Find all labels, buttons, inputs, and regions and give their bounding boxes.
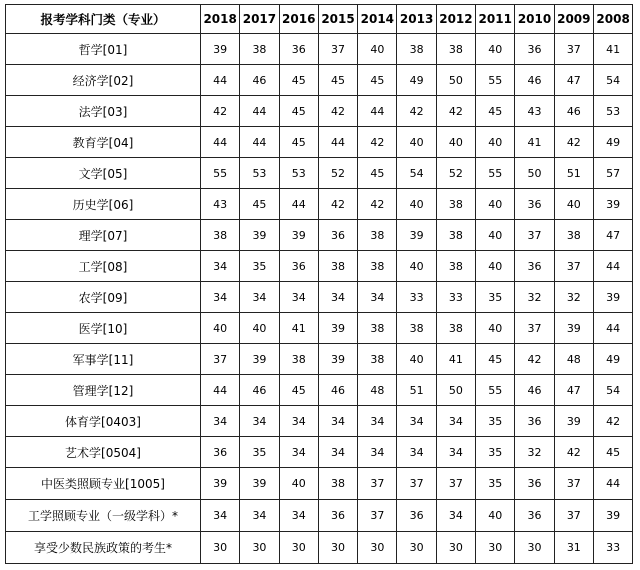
score-cell: 34	[318, 406, 357, 437]
score-cell: 40	[436, 127, 475, 158]
table-row	[6, 220, 633, 251]
score-cell: 57	[593, 158, 632, 189]
score-cell: 44	[279, 189, 318, 220]
year-column-header: 2016	[279, 5, 318, 34]
score-cell: 44	[201, 65, 240, 96]
score-cell: 36	[515, 189, 554, 220]
score-cell: 34	[358, 406, 397, 437]
score-cell: 48	[358, 375, 397, 406]
score-cell: 34	[358, 437, 397, 468]
table-row	[6, 406, 633, 437]
score-cell: 40	[397, 344, 436, 375]
score-cell: 38	[397, 313, 436, 344]
score-cell: 36	[515, 34, 554, 65]
subject-cell: 管理学[12]	[6, 375, 201, 406]
score-cell: 40	[397, 251, 436, 282]
score-cell: 30	[397, 532, 436, 564]
score-cell: 39	[279, 220, 318, 251]
score-cell: 34	[240, 500, 279, 532]
score-cell: 40	[476, 34, 515, 65]
score-cell: 55	[476, 65, 515, 96]
score-cell: 55	[476, 158, 515, 189]
score-cell: 38	[358, 220, 397, 251]
score-cell: 42	[554, 127, 593, 158]
score-cell: 49	[397, 65, 436, 96]
score-cell: 30	[358, 532, 397, 564]
score-cell: 45	[240, 189, 279, 220]
score-cell: 45	[476, 344, 515, 375]
score-cell: 40	[201, 313, 240, 344]
score-cell: 54	[593, 65, 632, 96]
score-cell: 36	[515, 500, 554, 532]
score-cell: 44	[201, 375, 240, 406]
score-cell: 30	[515, 532, 554, 564]
table-body	[6, 34, 633, 564]
score-cell: 38	[279, 344, 318, 375]
score-cell: 34	[397, 437, 436, 468]
score-cell: 41	[279, 313, 318, 344]
score-cell: 53	[593, 96, 632, 127]
score-cell: 38	[318, 468, 357, 500]
score-cell: 39	[201, 468, 240, 500]
score-cell: 44	[201, 127, 240, 158]
score-cell: 51	[554, 158, 593, 189]
score-cell: 38	[436, 313, 475, 344]
subject-cell: 理学[07]	[6, 220, 201, 251]
score-cell: 39	[201, 34, 240, 65]
score-cell: 34	[436, 437, 475, 468]
score-cell: 34	[279, 282, 318, 313]
subject-cell: 艺术学[0504]	[6, 437, 201, 468]
score-cell: 40	[397, 189, 436, 220]
score-cell: 52	[318, 158, 357, 189]
score-cell: 39	[318, 313, 357, 344]
score-cell: 34	[240, 282, 279, 313]
score-cell: 37	[318, 34, 357, 65]
score-cell: 39	[240, 344, 279, 375]
score-cell: 45	[279, 65, 318, 96]
score-cell: 44	[593, 313, 632, 344]
table-row	[6, 437, 633, 468]
score-cell: 46	[515, 65, 554, 96]
score-cell: 46	[515, 375, 554, 406]
table-row	[6, 158, 633, 189]
score-cell: 37	[358, 468, 397, 500]
subject-cell: 农学[09]	[6, 282, 201, 313]
year-column-header: 2012	[436, 5, 475, 34]
score-cell: 35	[476, 437, 515, 468]
score-cell: 37	[515, 313, 554, 344]
score-cell: 40	[397, 127, 436, 158]
score-cell: 44	[318, 127, 357, 158]
score-cell: 40	[358, 34, 397, 65]
year-column-header: 2014	[358, 5, 397, 34]
score-cell: 39	[318, 344, 357, 375]
score-cell: 46	[240, 375, 279, 406]
score-cell: 38	[554, 220, 593, 251]
table-row	[6, 282, 633, 313]
table-row	[6, 532, 633, 564]
score-cell: 34	[240, 406, 279, 437]
score-cell: 38	[240, 34, 279, 65]
score-cell: 37	[554, 34, 593, 65]
score-cell: 45	[318, 65, 357, 96]
score-cell: 46	[318, 375, 357, 406]
score-cell: 30	[201, 532, 240, 564]
score-cell: 39	[554, 313, 593, 344]
score-cell: 31	[554, 532, 593, 564]
score-cell: 40	[476, 189, 515, 220]
score-cell: 36	[279, 251, 318, 282]
score-cell: 45	[358, 158, 397, 189]
subject-cell: 工学[08]	[6, 251, 201, 282]
score-table-container	[5, 4, 633, 564]
score-cell: 35	[476, 468, 515, 500]
score-cell: 39	[593, 282, 632, 313]
score-cell: 32	[515, 282, 554, 313]
table-row	[6, 251, 633, 282]
score-cell: 34	[436, 500, 475, 532]
score-cell: 45	[593, 437, 632, 468]
score-table	[5, 4, 633, 564]
score-cell: 54	[397, 158, 436, 189]
score-cell: 34	[318, 437, 357, 468]
score-cell: 50	[515, 158, 554, 189]
subject-cell: 体育学[0403]	[6, 406, 201, 437]
year-column-header: 2008	[593, 5, 632, 34]
score-cell: 34	[318, 282, 357, 313]
score-cell: 39	[240, 220, 279, 251]
score-cell: 40	[279, 468, 318, 500]
score-cell: 34	[397, 406, 436, 437]
score-cell: 55	[201, 158, 240, 189]
subject-cell: 教育学[04]	[6, 127, 201, 158]
score-cell: 39	[554, 406, 593, 437]
score-cell: 41	[515, 127, 554, 158]
score-cell: 49	[593, 127, 632, 158]
score-cell: 48	[554, 344, 593, 375]
table-row	[6, 468, 633, 500]
score-cell: 40	[476, 251, 515, 282]
score-cell: 44	[358, 96, 397, 127]
subject-cell: 文学[05]	[6, 158, 201, 189]
score-cell: 30	[436, 532, 475, 564]
subject-cell: 哲学[01]	[6, 34, 201, 65]
score-cell: 52	[436, 158, 475, 189]
score-cell: 38	[436, 189, 475, 220]
table-row	[6, 65, 633, 96]
subject-cell: 中医类照顾专业[1005]	[6, 468, 201, 500]
score-cell: 42	[436, 96, 475, 127]
score-cell: 40	[240, 313, 279, 344]
score-cell: 34	[358, 282, 397, 313]
score-cell: 42	[593, 406, 632, 437]
score-cell: 44	[593, 468, 632, 500]
score-cell: 36	[515, 406, 554, 437]
header-row	[6, 5, 633, 34]
table-row	[6, 500, 633, 532]
score-cell: 34	[279, 437, 318, 468]
score-cell: 34	[201, 406, 240, 437]
score-cell: 51	[397, 375, 436, 406]
score-cell: 35	[476, 406, 515, 437]
score-cell: 46	[554, 96, 593, 127]
score-cell: 42	[358, 189, 397, 220]
score-cell: 45	[476, 96, 515, 127]
table-row	[6, 34, 633, 65]
score-cell: 37	[358, 500, 397, 532]
subject-column-header: 报考学科门类（专业）	[6, 5, 201, 34]
subject-cell: 经济学[02]	[6, 65, 201, 96]
score-cell: 37	[515, 220, 554, 251]
score-cell: 32	[554, 282, 593, 313]
score-cell: 39	[593, 189, 632, 220]
score-cell: 45	[279, 375, 318, 406]
score-cell: 36	[279, 34, 318, 65]
score-cell: 38	[318, 251, 357, 282]
score-cell: 35	[240, 437, 279, 468]
score-cell: 47	[554, 375, 593, 406]
score-cell: 40	[476, 313, 515, 344]
score-cell: 50	[436, 65, 475, 96]
year-column-header: 2015	[318, 5, 357, 34]
score-cell: 44	[240, 127, 279, 158]
score-cell: 39	[240, 468, 279, 500]
table-row	[6, 127, 633, 158]
score-cell: 30	[279, 532, 318, 564]
score-cell: 53	[240, 158, 279, 189]
score-cell: 42	[318, 96, 357, 127]
score-cell: 36	[318, 500, 357, 532]
score-cell: 36	[515, 468, 554, 500]
score-cell: 42	[358, 127, 397, 158]
score-cell: 53	[279, 158, 318, 189]
score-cell: 43	[515, 96, 554, 127]
score-cell: 42	[515, 344, 554, 375]
table-row	[6, 344, 633, 375]
table-row	[6, 313, 633, 344]
score-cell: 41	[593, 34, 632, 65]
year-column-header: 2011	[476, 5, 515, 34]
score-cell: 41	[436, 344, 475, 375]
subject-cell: 法学[03]	[6, 96, 201, 127]
score-cell: 33	[593, 532, 632, 564]
score-cell: 35	[240, 251, 279, 282]
score-cell: 36	[318, 220, 357, 251]
score-cell: 38	[436, 251, 475, 282]
score-cell: 33	[397, 282, 436, 313]
score-cell: 37	[554, 251, 593, 282]
score-cell: 45	[358, 65, 397, 96]
subject-cell: 医学[10]	[6, 313, 201, 344]
score-cell: 42	[201, 96, 240, 127]
score-cell: 38	[436, 34, 475, 65]
score-cell: 43	[201, 189, 240, 220]
score-cell: 40	[554, 189, 593, 220]
score-cell: 42	[397, 96, 436, 127]
score-cell: 36	[201, 437, 240, 468]
year-column-header: 2009	[554, 5, 593, 34]
score-cell: 38	[397, 34, 436, 65]
score-cell: 34	[201, 251, 240, 282]
score-cell: 33	[436, 282, 475, 313]
score-cell: 40	[476, 127, 515, 158]
score-cell: 40	[476, 220, 515, 251]
score-cell: 37	[397, 468, 436, 500]
score-cell: 37	[554, 500, 593, 532]
score-cell: 30	[476, 532, 515, 564]
score-cell: 30	[318, 532, 357, 564]
score-cell: 54	[593, 375, 632, 406]
year-column-header: 2010	[515, 5, 554, 34]
score-cell: 38	[201, 220, 240, 251]
score-cell: 45	[279, 96, 318, 127]
score-cell: 36	[515, 251, 554, 282]
score-cell: 47	[554, 65, 593, 96]
table-row	[6, 189, 633, 220]
year-column-header: 2017	[240, 5, 279, 34]
score-cell: 39	[397, 220, 436, 251]
score-cell: 37	[554, 468, 593, 500]
score-cell: 44	[593, 251, 632, 282]
score-cell: 44	[240, 96, 279, 127]
subject-cell: 工学照顾专业（一级学科）*	[6, 500, 201, 532]
score-cell: 38	[358, 344, 397, 375]
score-cell: 32	[515, 437, 554, 468]
score-cell: 37	[201, 344, 240, 375]
year-column-header: 2013	[397, 5, 436, 34]
score-cell: 42	[318, 189, 357, 220]
score-cell: 55	[476, 375, 515, 406]
score-cell: 30	[240, 532, 279, 564]
year-column-header: 2018	[201, 5, 240, 34]
score-cell: 40	[476, 500, 515, 532]
score-cell: 38	[436, 220, 475, 251]
score-cell: 47	[593, 220, 632, 251]
score-cell: 46	[240, 65, 279, 96]
subject-cell: 享受少数民族政策的考生*	[6, 532, 201, 564]
subject-cell: 军事学[11]	[6, 344, 201, 375]
score-cell: 39	[593, 500, 632, 532]
score-cell: 36	[397, 500, 436, 532]
score-cell: 42	[554, 437, 593, 468]
score-cell: 50	[436, 375, 475, 406]
score-cell: 34	[436, 406, 475, 437]
score-cell: 38	[358, 251, 397, 282]
score-cell: 34	[279, 500, 318, 532]
score-cell: 34	[279, 406, 318, 437]
score-cell: 34	[201, 282, 240, 313]
score-cell: 37	[436, 468, 475, 500]
table-row	[6, 96, 633, 127]
score-cell: 34	[201, 500, 240, 532]
score-cell: 45	[279, 127, 318, 158]
score-cell: 38	[358, 313, 397, 344]
subject-cell: 历史学[06]	[6, 189, 201, 220]
score-cell: 49	[593, 344, 632, 375]
table-row	[6, 375, 633, 406]
score-cell: 35	[476, 282, 515, 313]
